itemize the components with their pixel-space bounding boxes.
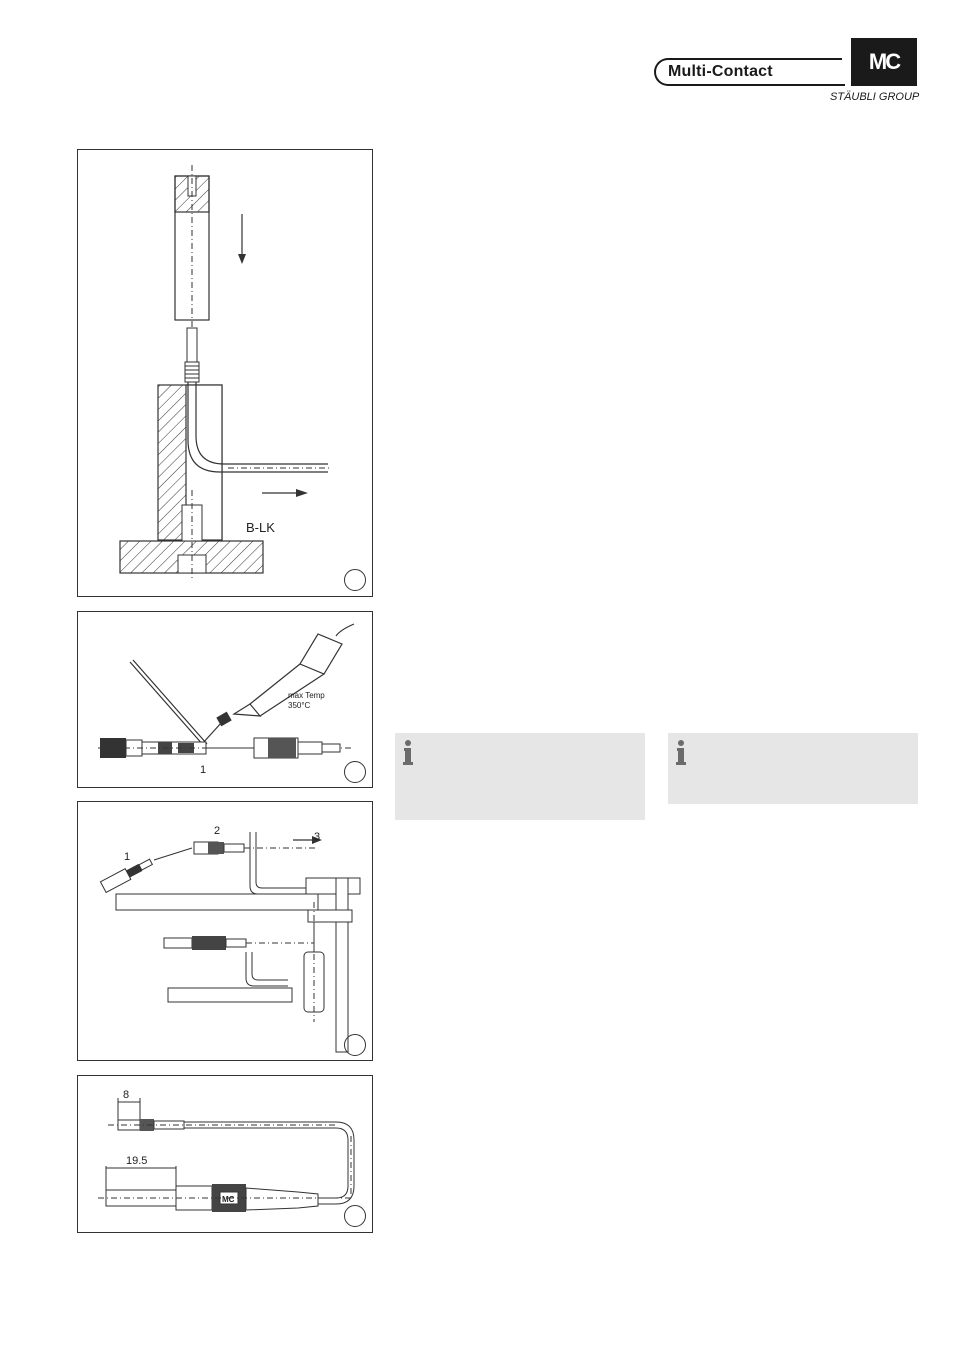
figure-1-index [344,569,366,591]
figure-3-callout-3: 3 [314,831,321,843]
figure-4-dim-a: 8 [123,1089,130,1101]
figure-4-dim-b: 19.5 [126,1155,148,1167]
figure-4-index [344,1205,366,1227]
info-icon [674,739,688,767]
figure-3-callout-1: 1 [124,851,131,863]
brand-name: Multi-Contact [668,63,773,80]
info-icon [401,739,415,767]
brand-mark: MC [851,38,917,86]
info-note-2 [668,733,918,804]
figure-1-callout: B-LK [246,520,275,535]
figure-2-callout-1: 1 [200,764,207,776]
figure-3-callout-2: 2 [214,825,221,837]
figure-1-drawing [78,150,374,598]
figure-2-index [344,761,366,783]
figure-1 [77,149,373,597]
figure-2 [77,611,373,788]
figure-2-temp-label: max Temp [288,691,325,700]
figure-4 [77,1075,373,1233]
figure-4-mark: MC [222,1195,235,1204]
figure-3-index [344,1034,366,1056]
info-note-1 [395,733,645,820]
figure-3-drawing [78,802,374,1062]
figure-4-drawing [78,1076,374,1234]
figure-3 [77,801,373,1061]
figure-2-drawing [78,612,374,789]
figure-2-temp-value: 350°C [288,701,311,710]
logo-underline [700,84,845,86]
brand-group: STÄUBLI GROUP [830,91,920,103]
